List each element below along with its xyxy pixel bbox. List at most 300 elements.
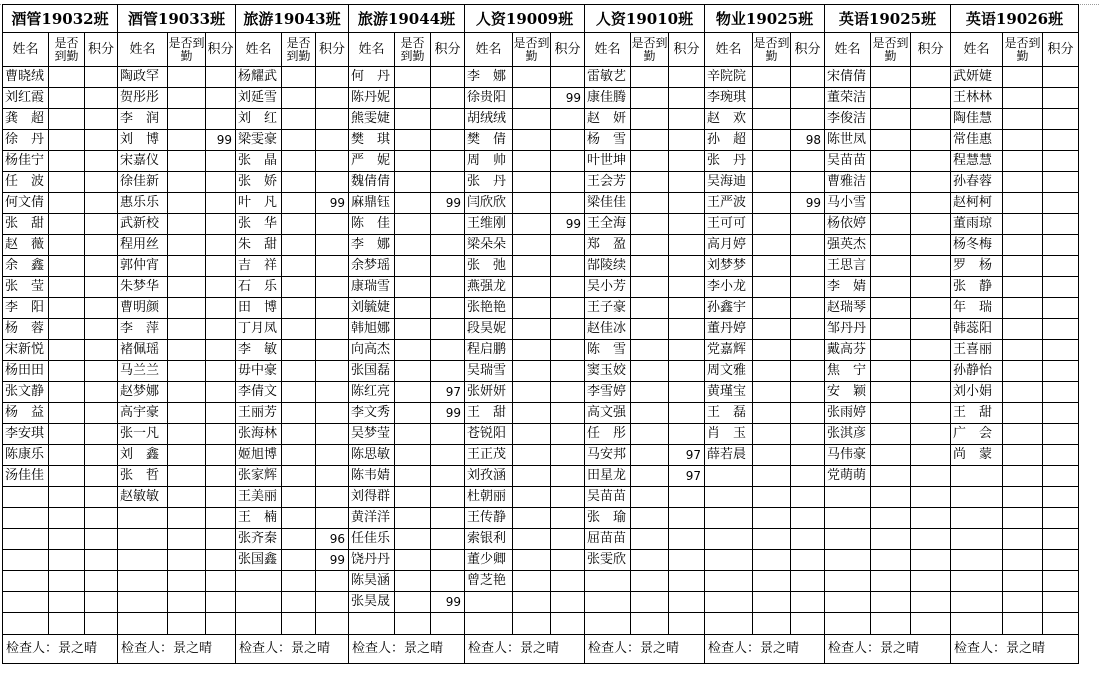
attendance-cell (49, 550, 85, 571)
attendance-cell (168, 403, 206, 424)
student-name: 燕强龙 (465, 277, 513, 298)
points-cell (1043, 592, 1079, 613)
attendance-cell (871, 382, 911, 403)
points-cell (431, 340, 465, 361)
points-cell (206, 487, 236, 508)
checker-row (3, 635, 1079, 664)
class-title: 酒管19032班 (3, 5, 118, 33)
student-name: 董荣洁 (825, 88, 871, 109)
student-name: 张艳艳 (465, 298, 513, 319)
attendance-cell (395, 319, 431, 340)
attendance-cell (631, 466, 669, 487)
student-name: 樊 倩 (465, 130, 513, 151)
student-name: 朱 甜 (236, 235, 282, 256)
student-name: 黄洋洋 (349, 508, 395, 529)
student-row (3, 277, 1079, 298)
student-row (3, 172, 1079, 193)
points-cell (85, 172, 118, 193)
points-cell (1043, 172, 1079, 193)
attendance-cell (168, 298, 206, 319)
points-cell (911, 298, 951, 319)
points-cell (791, 529, 825, 550)
name-header: 姓名 (951, 33, 1003, 67)
attendance-cell (513, 529, 551, 550)
points-cell (669, 592, 705, 613)
student-row (3, 508, 1079, 529)
attendance-cell (513, 67, 551, 88)
student-name: 马安邦 (585, 445, 631, 466)
attendance-cell (871, 445, 911, 466)
student-name (825, 487, 871, 508)
attendance-cell (631, 445, 669, 466)
points-cell (206, 340, 236, 361)
points-cell (85, 445, 118, 466)
attendance-cell (753, 172, 791, 193)
points-cell (85, 256, 118, 277)
student-name (825, 571, 871, 592)
points-cell (791, 298, 825, 319)
points-cell (206, 235, 236, 256)
student-name: 吴苗苗 (585, 487, 631, 508)
student-name: 杨冬梅 (951, 235, 1003, 256)
student-name: 吴瑞雪 (465, 361, 513, 382)
attendance-cell (753, 319, 791, 340)
attendance-cell (395, 466, 431, 487)
empty-cell (825, 613, 871, 635)
attendance-cell (1003, 340, 1043, 361)
attendance-cell (49, 130, 85, 151)
points-cell (911, 88, 951, 109)
attendance-cell (871, 130, 911, 151)
attendance-cell (49, 193, 85, 214)
points-cell (1043, 340, 1079, 361)
points-cell (669, 424, 705, 445)
student-name (705, 550, 753, 571)
student-name: 李 萍 (118, 319, 168, 340)
points-cell (551, 340, 585, 361)
points-cell (316, 109, 349, 130)
checker-label: 检查人：景之晴 (236, 635, 349, 664)
student-name: 毋中豪 (236, 361, 282, 382)
points-cell (206, 529, 236, 550)
student-name: 张 娇 (236, 172, 282, 193)
points-cell: 99 (316, 550, 349, 571)
attendance-cell (871, 508, 911, 529)
attendance-cell (513, 193, 551, 214)
points-cell (1043, 256, 1079, 277)
points-cell (911, 109, 951, 130)
points-cell (791, 592, 825, 613)
attendance-cell (282, 550, 316, 571)
points-cell (669, 361, 705, 382)
student-name (118, 550, 168, 571)
points-cell (85, 214, 118, 235)
attendance-cell (282, 424, 316, 445)
student-name: 徐贵阳 (465, 88, 513, 109)
attendance-cell (753, 424, 791, 445)
points-cell (206, 277, 236, 298)
empty-cell (951, 613, 1003, 635)
empty-cell (168, 613, 206, 635)
student-name: 魏倩倩 (349, 172, 395, 193)
empty-cell (791, 613, 825, 635)
attendance-cell (871, 550, 911, 571)
student-name: 张昊晟 (349, 592, 395, 613)
attendance-cell (49, 172, 85, 193)
attendance-cell (49, 382, 85, 403)
attendance-cell (513, 319, 551, 340)
points-cell: 98 (791, 130, 825, 151)
student-name: 王喜丽 (951, 340, 1003, 361)
student-name: 张一凡 (118, 424, 168, 445)
student-name (705, 592, 753, 613)
empty-cell (669, 613, 705, 635)
points-cell: 96 (316, 529, 349, 550)
attendance-cell (395, 130, 431, 151)
attendance-cell (49, 466, 85, 487)
empty-cell (316, 613, 349, 635)
attendance-cell (871, 361, 911, 382)
points-cell (206, 67, 236, 88)
student-row (3, 550, 1079, 571)
student-name (705, 487, 753, 508)
student-name: 王全海 (585, 214, 631, 235)
student-name: 杨 雪 (585, 130, 631, 151)
student-name (705, 529, 753, 550)
points-cell (206, 193, 236, 214)
student-name: 董丹婷 (705, 319, 753, 340)
attendance-cell (395, 172, 431, 193)
points-cell (206, 319, 236, 340)
points-cell (911, 571, 951, 592)
points-cell (316, 340, 349, 361)
student-name: 李小龙 (705, 277, 753, 298)
points-cell: 99 (791, 193, 825, 214)
attendance-cell (395, 67, 431, 88)
attendance-cell (1003, 550, 1043, 571)
student-name (236, 592, 282, 613)
attendance-cell (513, 361, 551, 382)
points-cell (431, 445, 465, 466)
student-name: 张 甜 (3, 214, 49, 235)
attendance-cell (282, 382, 316, 403)
student-name: 索银利 (465, 529, 513, 550)
student-name: 戴高芬 (825, 340, 871, 361)
points-cell (551, 172, 585, 193)
student-name: 王可可 (705, 214, 753, 235)
points-header: 积分 (791, 33, 825, 67)
student-name: 党萌萌 (825, 466, 871, 487)
student-name: 何 丹 (349, 67, 395, 88)
points-cell (911, 529, 951, 550)
student-name: 武妍婕 (951, 67, 1003, 88)
points-cell (669, 235, 705, 256)
student-name: 王正茂 (465, 445, 513, 466)
points-cell (316, 256, 349, 277)
student-name: 汤佳佳 (3, 466, 49, 487)
points-cell (85, 466, 118, 487)
attendance-cell (49, 361, 85, 382)
attendance-cell (168, 340, 206, 361)
student-name: 朱梦华 (118, 277, 168, 298)
attendance-cell (871, 256, 911, 277)
empty-cell (118, 613, 168, 635)
student-name: 李琬琪 (705, 88, 753, 109)
student-name (118, 571, 168, 592)
student-name: 徐佳新 (118, 172, 168, 193)
attendance-cell (282, 592, 316, 613)
student-name: 赵 妍 (585, 109, 631, 130)
points-cell (911, 403, 951, 424)
points-cell (85, 298, 118, 319)
attendance-cell (49, 424, 85, 445)
student-row (3, 445, 1079, 466)
attendance-cell (168, 508, 206, 529)
student-name: 康瑞雪 (349, 277, 395, 298)
attendance-cell (753, 592, 791, 613)
student-name: 张海林 (236, 424, 282, 445)
attendance-cell (753, 487, 791, 508)
student-name (465, 592, 513, 613)
attendance-cell (1003, 382, 1043, 403)
student-name: 杨 蓉 (3, 319, 49, 340)
points-cell (551, 361, 585, 382)
class-title: 酒管19033班 (118, 5, 236, 33)
class-title: 人资19010班 (585, 5, 705, 33)
attendance-cell (631, 529, 669, 550)
attendance-cell (1003, 508, 1043, 529)
student-name: 董少卿 (465, 550, 513, 571)
attendance-cell (282, 130, 316, 151)
student-name: 陈丹妮 (349, 88, 395, 109)
student-name: 丁月凤 (236, 319, 282, 340)
student-name: 曹雅洁 (825, 172, 871, 193)
class-title: 英语19025班 (825, 5, 951, 33)
attendance-cell (513, 403, 551, 424)
points-cell (551, 67, 585, 88)
points-cell (85, 508, 118, 529)
empty-cell (282, 613, 316, 635)
attendance-cell (631, 361, 669, 382)
checker-label: 检查人：景之晴 (825, 635, 951, 664)
student-name: 张国磊 (349, 361, 395, 382)
student-name: 张雨婷 (825, 403, 871, 424)
points-cell (911, 235, 951, 256)
student-name: 刘梦梦 (705, 256, 753, 277)
attendance-cell (753, 277, 791, 298)
attendance-cell (513, 592, 551, 613)
points-cell (1043, 67, 1079, 88)
points-cell (431, 361, 465, 382)
name-header: 姓名 (118, 33, 168, 67)
attendance-cell (282, 214, 316, 235)
points-cell (911, 172, 951, 193)
attendance-cell (49, 340, 85, 361)
attendance-cell (753, 193, 791, 214)
points-cell (85, 340, 118, 361)
attendance-cell (1003, 88, 1043, 109)
points-cell (85, 424, 118, 445)
empty-cell (513, 613, 551, 635)
attendance-cell (513, 424, 551, 445)
student-name: 陈红亮 (349, 382, 395, 403)
attendance-cell (49, 445, 85, 466)
points-cell (1043, 382, 1079, 403)
points-cell (316, 298, 349, 319)
student-name: 梁佳佳 (585, 193, 631, 214)
attendance-cell (1003, 151, 1043, 172)
attendance-cell (631, 424, 669, 445)
student-name: 杨依婷 (825, 214, 871, 235)
student-name (825, 550, 871, 571)
points-cell (911, 214, 951, 235)
attendance-cell (282, 235, 316, 256)
points-cell (791, 508, 825, 529)
student-name: 刘延雪 (236, 88, 282, 109)
points-cell (911, 277, 951, 298)
attendance-header: 是否到勤 (282, 33, 316, 67)
attendance-cell (513, 445, 551, 466)
student-name (951, 592, 1003, 613)
attendance-cell (282, 277, 316, 298)
attendance-cell (513, 256, 551, 277)
attendance-cell (753, 109, 791, 130)
attendance-cell (871, 466, 911, 487)
attendance-cell (871, 424, 911, 445)
student-name: 张妍妍 (465, 382, 513, 403)
class-title: 英语19026班 (951, 5, 1079, 33)
points-cell (669, 298, 705, 319)
student-name: 叶世坤 (585, 151, 631, 172)
points-cell (551, 130, 585, 151)
points-cell: 99 (431, 403, 465, 424)
points-cell (551, 235, 585, 256)
points-cell (1043, 130, 1079, 151)
student-name (118, 592, 168, 613)
attendance-cell (49, 529, 85, 550)
attendance-cell (49, 277, 85, 298)
student-name: 曾芝艳 (465, 571, 513, 592)
attendance-cell (168, 235, 206, 256)
points-cell: 97 (669, 466, 705, 487)
student-name: 郜陵续 (585, 256, 631, 277)
student-name: 田 博 (236, 298, 282, 319)
attendance-cell (282, 172, 316, 193)
attendance-cell (1003, 424, 1043, 445)
attendance-cell (753, 529, 791, 550)
student-name: 李 娜 (465, 67, 513, 88)
attendance-cell (168, 382, 206, 403)
points-cell (911, 550, 951, 571)
points-header: 积分 (911, 33, 951, 67)
points-cell (316, 592, 349, 613)
student-row (3, 403, 1079, 424)
student-name: 赵佳冰 (585, 319, 631, 340)
attendance-header: 是否到勤 (631, 33, 669, 67)
points-cell (911, 130, 951, 151)
points-cell (669, 382, 705, 403)
student-name: 雷敏艺 (585, 67, 631, 88)
attendance-cell (168, 214, 206, 235)
student-name: 王丽芳 (236, 403, 282, 424)
student-name: 武新校 (118, 214, 168, 235)
attendance-cell (871, 340, 911, 361)
points-cell (316, 277, 349, 298)
student-name: 王传静 (465, 508, 513, 529)
attendance-cell (395, 277, 431, 298)
points-cell (206, 109, 236, 130)
checker-label: 检查人：景之晴 (705, 635, 825, 664)
student-name: 张 华 (236, 214, 282, 235)
points-cell (85, 67, 118, 88)
student-row (3, 109, 1079, 130)
student-name: 闫欣欣 (465, 193, 513, 214)
student-name (951, 550, 1003, 571)
points-cell (206, 298, 236, 319)
empty-cell (236, 613, 282, 635)
student-name: 陶政罕 (118, 67, 168, 88)
points-cell (316, 403, 349, 424)
points-cell (911, 67, 951, 88)
points-cell (431, 88, 465, 109)
attendance-cell (631, 550, 669, 571)
points-cell (1043, 529, 1079, 550)
points-cell (791, 382, 825, 403)
points-cell (316, 67, 349, 88)
student-name: 麻鼎钰 (349, 193, 395, 214)
points-cell (911, 256, 951, 277)
attendance-cell (49, 403, 85, 424)
student-name (3, 550, 49, 571)
attendance-cell (282, 508, 316, 529)
points-cell (791, 466, 825, 487)
attendance-cell (1003, 214, 1043, 235)
student-name: 王美丽 (236, 487, 282, 508)
points-cell (791, 550, 825, 571)
attendance-cell (1003, 109, 1043, 130)
attendance-cell (168, 277, 206, 298)
student-row (3, 67, 1079, 88)
points-cell (85, 193, 118, 214)
points-cell (791, 67, 825, 88)
attendance-cell (513, 130, 551, 151)
points-cell (791, 88, 825, 109)
points-cell (669, 550, 705, 571)
points-cell (206, 508, 236, 529)
student-name (825, 529, 871, 550)
attendance-cell (282, 67, 316, 88)
student-name: 赵 薇 (3, 235, 49, 256)
student-name: 年 瑞 (951, 298, 1003, 319)
student-row (3, 361, 1079, 382)
points-cell (911, 424, 951, 445)
empty-cell (585, 613, 631, 635)
attendance-cell (753, 214, 791, 235)
attendance-cell (395, 298, 431, 319)
checker-label: 检查人：景之晴 (118, 635, 236, 664)
points-cell (85, 151, 118, 172)
points-cell (791, 235, 825, 256)
points-cell (431, 487, 465, 508)
student-name: 张齐秦 (236, 529, 282, 550)
name-header: 姓名 (3, 33, 49, 67)
points-cell (85, 529, 118, 550)
points-cell (669, 193, 705, 214)
student-name: 陶佳慧 (951, 109, 1003, 130)
points-cell (206, 424, 236, 445)
student-row (3, 592, 1079, 613)
attendance-cell (513, 151, 551, 172)
